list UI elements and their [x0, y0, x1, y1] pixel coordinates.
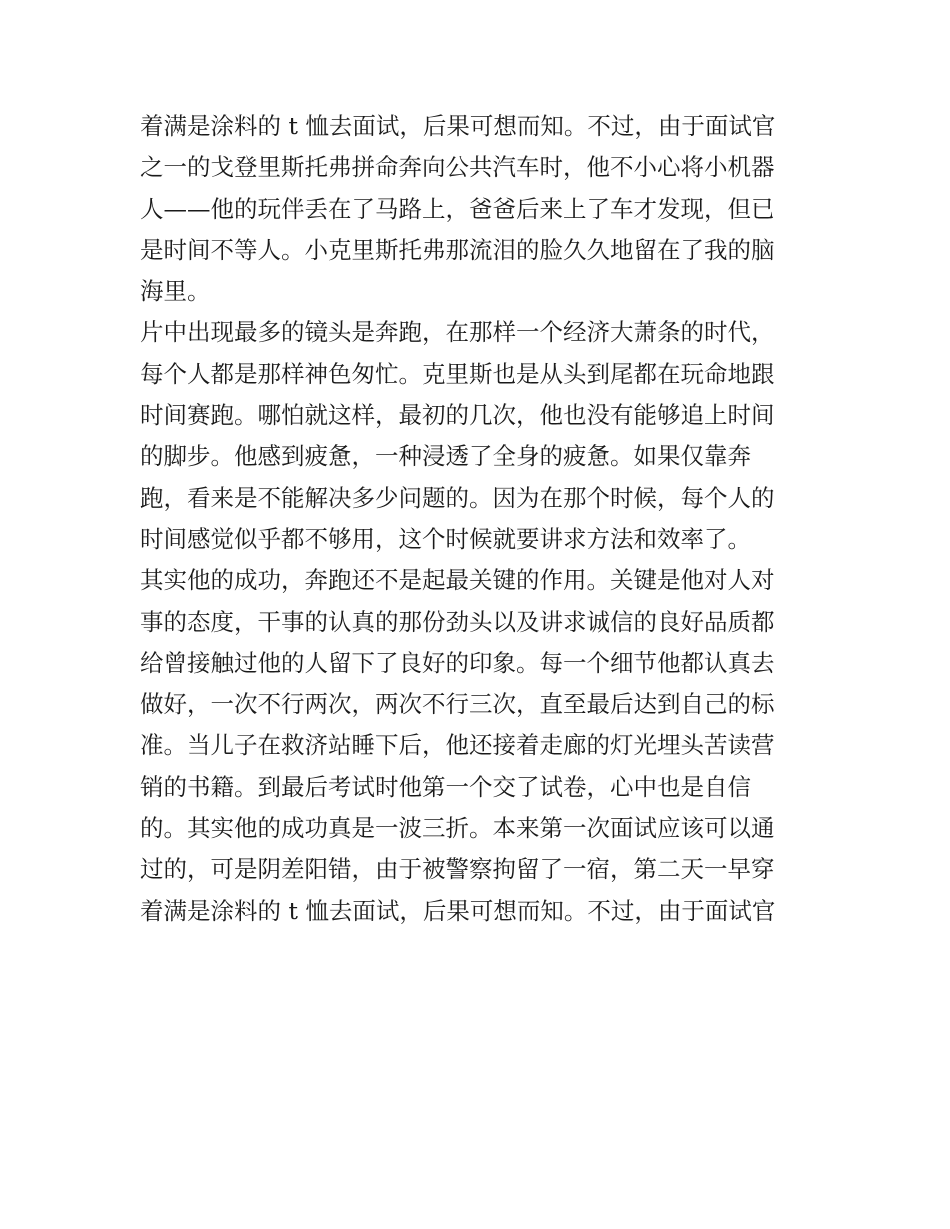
text-line: 的。其实他的成功真是一波三折。本来第一次面试应该可以通: [140, 814, 775, 843]
text-line: 其实他的成功，奔跑还不是起最关键的作用。关键是他对人对: [140, 566, 775, 595]
text-line: 海里。: [140, 277, 211, 306]
text-line: 销的书籍。到最后考试时他第一个交了试卷，心中也是自信: [140, 772, 751, 801]
text-line: 做好，一次不行两次，两次不行三次，直至最后达到自己的标: [140, 690, 775, 719]
text-line: 的脚步。他感到疲惫，一种浸透了全身的疲惫。如果仅靠奔: [140, 442, 751, 471]
text-line: 每个人都是那样神色匆忙。克里斯也是从头到尾都在玩命地跟: [140, 359, 775, 388]
document-body: [140, 106, 820, 932]
text-line: 时间感觉似乎都不够用，这个时候就要讲求方法和效率了。: [140, 524, 751, 553]
text-line: 事的态度，干事的认真的那份劲头以及讲求诚信的良好品质都: [140, 607, 775, 636]
text-line: 准。当儿子在救济站睡下后，他还接着走廊的灯光埋头苦读营: [140, 731, 775, 760]
text-line: 人——他的玩伴丢在了马路上，爸爸后来上了车才发现，但已: [140, 194, 775, 223]
text-line: 跑，看来是不能解决多少问题的。因为在那个时候，每个人的: [140, 483, 775, 512]
text-line: 着满是涂料的 t 恤去面试，后果可想而知。不过，由于面试官: [140, 112, 776, 140]
text-line: 之一的戈登里斯托弗拼命奔向公共汽车时，他不小心将小机器: [140, 153, 775, 182]
text-line: 着满是涂料的 t 恤去面试，后果可想而知。不过，由于面试官: [140, 896, 776, 925]
text-line: 是时间不等人。小克里斯托弗那流泪的脸久久地留在了我的脑: [140, 235, 775, 264]
text-line: 片中出现最多的镜头是奔跑，在那样一个经济大萧条的时代，: [140, 318, 775, 347]
text-line: 时间赛跑。哪怕就这样，最初的几次，他也没有能够追上时间: [140, 401, 775, 430]
text-line: 过的，可是阴差阳错，由于被警察拘留了一宿，第二天一早穿: [140, 855, 775, 884]
text-line: 给曾接触过他的人留下了良好的印象。每一个细节他都认真去: [140, 648, 775, 677]
